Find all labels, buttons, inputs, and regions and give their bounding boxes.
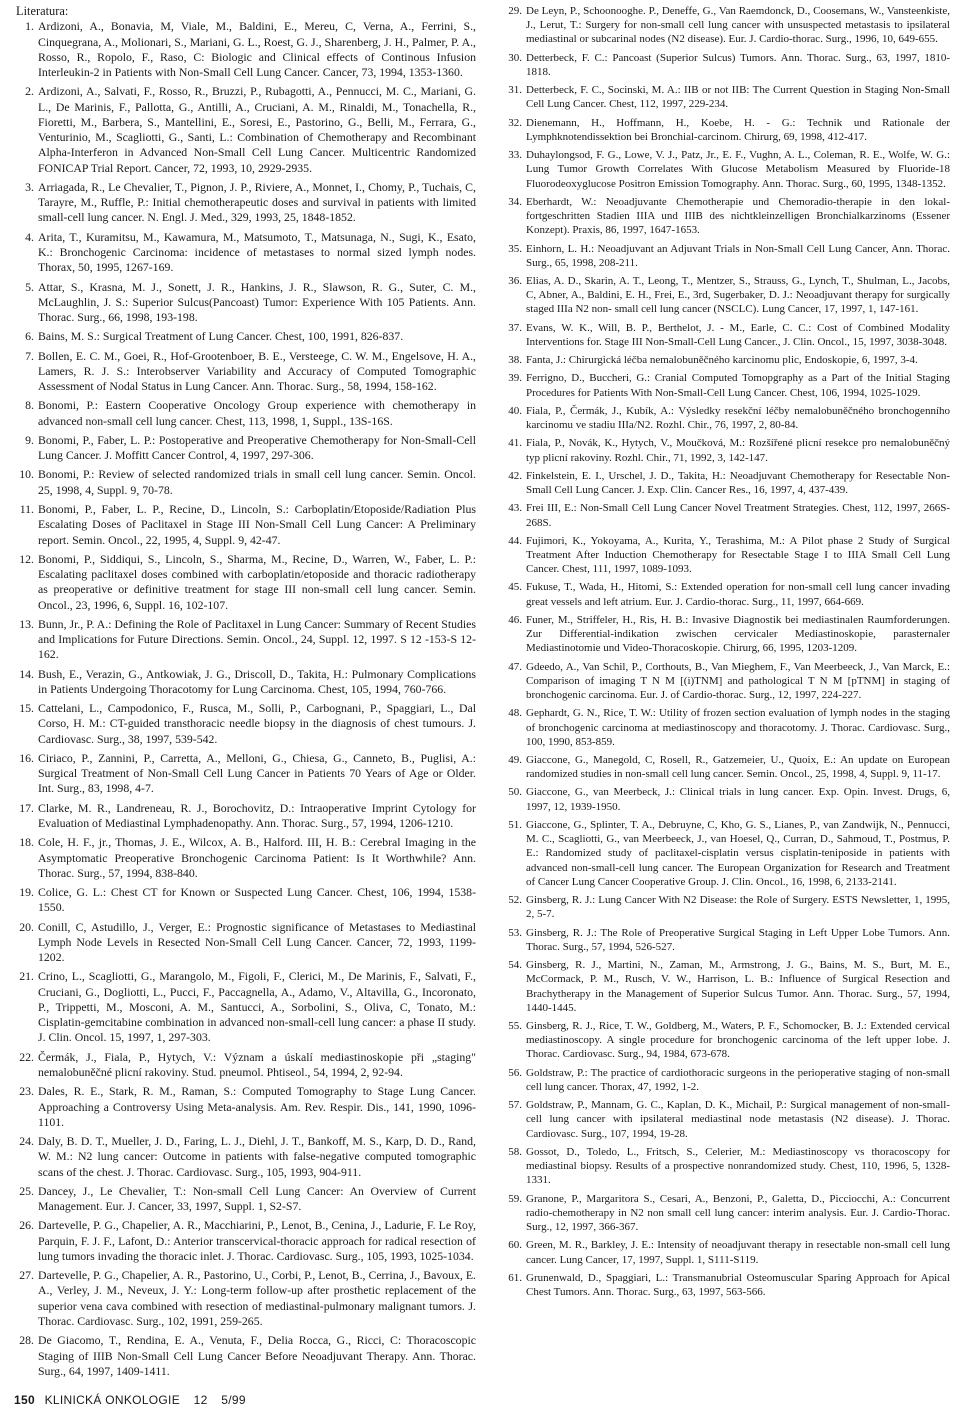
reference-item: [10, 1050, 476, 1081]
reference-item: [10, 280, 476, 326]
reference-number: 54.: [508, 959, 522, 972]
reference-text: Crino, L., Scagliotti, G., Marangolo, M., Figoli, F., Clerici, M., De Marinis, F., Salvati, F., Cruciani, G., Dogliotti, L., Pucci, F., Paccagnella, A., Adamo, V., Altavilla, G., Incoronato, P., Trippetti, M., Mosconi, A. M., Santucci, A., Sorbolini, S., Oliva, C, Tonato, M.: Cisplatin-gemcitabine combination in advanced non-small-cell lung cancer: a phase II study. J. Clin. Oncol. 15, 1997, 1, 297-303.: [38, 969, 476, 1045]
reference-text: Daly, B. D. T., Mueller, J. D., Faring, L. J., Diehl, J. T., Bankoff, M. S., Karp, D. D., Rand, W. M.: N2 lung cancer: Outcome in patients with false-negative computed tomographic scans of the chest. J. Thorac. Cardiovasc. Surg., 105, 1993, 904-911.: [38, 1134, 476, 1179]
reference-text: Eberhardt, W.: Neoadjuvante Chemotherapie und Chemoradio-therapie in den lokal-fortgeschritten Stadien IIIA und IIIB des nichtkleinzelligen Bronchialkarzinoms (Essener Konzept). Praxis, 86, 1997, 1647-1653.: [526, 195, 950, 237]
reference-number: 31.: [508, 84, 522, 97]
reference-number: 12.: [19, 551, 34, 566]
reference-text: Fanta, J.: Chirurgická léčba nemalobuněčného karcinomu plic, Endoskopie, 6, 1997, 3-4.: [526, 354, 918, 367]
reference-text: Bollen, E. C. M., Goei, R., Hof-Grootenboer, B. E., Versteege, C. W. M., Engelsove, H. A., Lamers, R. J. S.: Interobserver Variability and Accuracy of Computed Tomographic Assessment of Nodal Status in Lung Cancer. Ann. Thorac. Surg., 58, 1994, 158-162.: [38, 348, 476, 394]
reference-text: Dartevelle, P. G., Chapelier, A. R., Pastorino, U., Corbi, P., Lenot, B., Cerrina, J., Bavoux, E. A., Verley, J. M., Neveux, J. Y.: Long-term follow-up after prosthetic replacement of the superior vena cava combined with resection of mediastinal-pulmonary malignant tumors. J. Thorac. Cardiovasc. Surg., 102, 1991, 259-265.: [38, 1268, 476, 1328]
reference-item: [498, 613, 950, 656]
reference-number: 9.: [25, 432, 34, 447]
reference-item: [498, 353, 950, 367]
reference-item: [10, 1268, 476, 1329]
reference-number: 3.: [25, 179, 34, 194]
left-column: [10, 4, 476, 1383]
reference-text: Bonomi, P., Siddiqui, S., Lincoln, S., Sharma, M., Recine, D., Warren, W., Faber, L. P.: Escalating paclitaxel doses combined with carboplatin/etoposide and thoracic radiotherapy as preoperative or definitive treatment for stage III non-small cell lung cancer. Semin. Oncol., 23, 1996, 6, Suppl. 16, 102-107.: [38, 551, 476, 612]
reference-number: 35.: [508, 242, 522, 255]
reference-number: 48.: [508, 707, 522, 720]
reference-item: [10, 920, 476, 966]
reference-item: [498, 1145, 950, 1188]
reference-text: Duhaylongsod, F. G., Lowe, V. J., Patz, Jr., E. F., Vughn, A. L., Coleman, R. E., Wolfe, W. G.: Lung Tumor Growth Correlates With Glucose Metabolism Measured by Fluoride-18 Fluorodeoxyglucose Positron Emission Tomography. Ann. Thorac. Surg., 60, 1995, 1348-1352.: [526, 149, 950, 190]
reference-text: Giaccone, G., Splinter, T. A., Debruyne, C, Kho, G. S., Lianes, P., van Zandwijk, N., Pennucci, M. C., Scagliotti, G., van Meerbeeck, J., van Hoesel, Q., Curran, D., Sahmoud, T., Postmus, P. E.: Randomized study of paclitaxel-cisplatin versus cisplatin-teniposide in patients with advanced non-small-cell lung cancer. The European Organization for Research and Treatment of Cancer Lung Cancer Cooperative Group. J. Clin. Oncol., 16, 1998, 6, 2133-2141.: [526, 818, 950, 888]
reference-item: [10, 329, 476, 344]
reference-number: 19.: [19, 885, 34, 900]
reference-item: [498, 51, 950, 79]
reference-number: 53.: [508, 926, 522, 939]
reference-text: De Giacomo, T., Rendina, E. A., Venuta, F., Delia Rocca, G., Ricci, C: Thoracoscopic Staging of IIIB Non-Small Cell Lung Cancer Before Neoadjuvant Therapy. Ann. Thorac. Surg., 64, 1997, 1409-1411.: [38, 1333, 476, 1378]
reference-text: Bunn, Jr., P. A.: Defining the Role of Paclitaxel in Lung Cancer: Summary of Recent Studies and Implications for Future Directions. Semin. Oncol., 24, Suppl. 12, 1997. S 12 -153-S 12-162.: [38, 616, 476, 662]
reference-text: Ardizoni, A., Bonavia, M, Viale, M., Baldini, E., Mereu, C, Verna, A., Ferrini, S., Cinquegrana, A., Molionari, S., Mariani, G. L., Roest, G. J., Sharenberg, J. H., Palmer, P. A., Rosso, R., Ropolo, F., Raso, C: Biologic and Clinical effects of Continous Infusion Interleukin-2 in Patients with Non-Small Cell Lung Cancer. Cancer, 73, 1994, 1353-1360.: [38, 19, 476, 80]
reference-text: Bonomi, P.: Review of selected randomized trials in small cell lung cancer. Semin. Oncol. 25, 1998, 4, Suppl. 9, 70-78.: [38, 467, 476, 497]
reference-text: Gephardt, G. N., Rice, T. W.: Utility of frozen section evaluation of lymph nodes in the staging of bronchogenic carcinoma at mediastinoscopy and thoracotomy. J. Thorac. Cardiovasc. Surg., 100, 1990, 853-859.: [526, 707, 950, 748]
reference-item: [10, 552, 476, 613]
reference-item: [10, 1333, 476, 1379]
reference-item: [10, 230, 476, 276]
reference-number: 44.: [508, 534, 522, 547]
reference-text: Gdeedo, A., Van Schil, P., Corthouts, B., Van Mieghem, F., Van Meerbeeck, J., Van Marck, E.: Comparison of imaging T N M [(i)TNM] and pathological T N M [pTNM] in staging of bronchogenic carcinoma. Eur. J. of Cardio-thorac. Surg., 12, 1997, 224-227.: [526, 660, 950, 702]
reference-item: [10, 969, 476, 1045]
reference-item: [498, 116, 950, 144]
references-heading: Literatura:: [16, 4, 69, 18]
reference-item: [10, 398, 476, 429]
reference-number: 20.: [19, 919, 34, 934]
right-reference-list: [498, 4, 950, 1299]
reference-number: 32.: [508, 116, 522, 129]
reference-item: [498, 274, 950, 317]
reference-item: [498, 1271, 950, 1299]
reference-text: Bush, E., Verazin, G., Antkowiak, J. G., Driscoll, D., Takita, H.: Pulmonary Complications in Patients Undergoing Thoracotomy for Lung Carcinoma. Chest, 105, 1994, 760-766.: [38, 666, 476, 696]
reference-item: [10, 349, 476, 395]
reference-item: [498, 785, 950, 813]
reference-number: 50.: [508, 786, 522, 799]
reference-number: 8.: [25, 398, 34, 413]
reference-number: 42.: [508, 469, 522, 482]
reference-number: 49.: [508, 754, 522, 767]
reference-text: Ginsberg, R. J., Martini, N., Zaman, M., Armstrong, J. G., Bains, M. S., Burt, M. E., McCormack, P. M., Rusch, V. W., Harrison, L. B.: Influence of Surgical Resection and Brachytherapy in the Management of Superior Sulcus Tumor. Ann. Thorac. Surg., 57, 1994, 1440-1445.: [526, 959, 950, 1014]
reference-number: 13.: [19, 616, 34, 631]
reference-text: Dales, R. E., Stark, R. M., Raman, S.: Computed Tomography to Stage Lung Cancer. Approaching a Controversy Using Meta-analysis. Am. Rev. Respir. Dis., 141, 1990, 1096-1101.: [38, 1084, 476, 1129]
reference-text: Granone, P., Margaritora S., Cesari, A., Benzoni, P., Galetta, D., Picciocchi, A.: Concurrent radio-chemotherapy in N2 non small cell lung cancer: interim analysis. Eur. J. Cardio-Thorac. Surg., 12, 1997, 366-367.: [526, 1192, 950, 1234]
reference-text: Bonomi, P., Faber, L. P., Recine, D., Lincoln, S.: Carboplatin/Etoposide/Radiation Plus Escalating Doses of Paclitaxel in Stage III Non-Small Cell Lung Cancer: A Preliminary report. Semin. Oncol., 22, 1995, 4, Suppl. 9, 42-47.: [38, 501, 476, 547]
left-reference-list: [10, 19, 476, 1379]
reference-text: Ferrigno, D., Buccheri, G.: Cranial Computed Tomopgraphy as a Part of the Initial Staging Procedures for Patients With Non-Small-Cell Lung Cancer. Chest, 106, 1994, 1025-1029.: [526, 372, 950, 399]
reference-text: Cattelani, L., Campodonico, F., Rusca, M., Solli, P., Carbognani, P., Spaggiari, L., Dal Corso, H. M.: CT-guided transthoracic needle biopsy in the diagnosis of chest tumours. J. Cardiovasc. Surg., 38, 1997, 539-542.: [38, 701, 476, 746]
reference-item: [10, 701, 476, 747]
reference-number: 57.: [508, 1099, 522, 1112]
reference-item: [10, 1184, 476, 1215]
reference-item: [498, 1238, 950, 1266]
reference-text: Ginsberg, R. J., Rice, T. W., Goldberg, M., Waters, P. F., Schomocker, B. J.: Extended cervical mediastinoscopy. A single procedure for bronchogenic carcinoma of the left upper lobe. J. Thorac. Cardiovasc. Surg., 94, 1984, 673-678.: [526, 1020, 950, 1061]
reference-number: 1.: [25, 19, 34, 34]
reference-text: Dartevelle, P. G., Chapelier, A. R., Macchiarini, P., Lenot, B., Cenina, J., Ladurie, F. Le Roy, Parquin, F. J. F., Lafont, D.: Anterior transcervical-thoracic approach for radical resection of lung tumors invading the thoracic inlet. J. Thorac. Cardiovasc. Surg., 105, 1993, 1025-1034.: [38, 1218, 476, 1263]
reference-item: [498, 148, 950, 191]
reference-number: 58.: [508, 1145, 522, 1158]
reference-item: [10, 467, 476, 498]
reference-item: [498, 1098, 950, 1141]
reference-text: Ginsberg, R. J.: The Role of Preoperative Surgical Staging in Left Upper Lobe Tumors. Ann. Thorac. Surg., 57, 1994, 526-527.: [526, 926, 950, 953]
reference-item: [498, 958, 950, 1015]
reference-text: Bonomi, P., Faber, L. P.: Postoperative and Preoperative Chemotherapy for Non-Small-Cell Lung Cancer. J. Moffitt Cancer Control, 4, 1997, 297-306.: [38, 432, 476, 463]
reference-number: 30.: [508, 51, 522, 64]
reference-text: Elias, A. D., Skarin, A. T., Leong, T., Mentzer, S., Strauss, G., Lynch, T., Shulman, L., Jacobs, C, Abner, A., Baldini, E. H., Frei, E., 3rd, Sugerbaker, D. J.: Neoadjuvant therapy for surgically staged IIIa N2 non- small cell lung cancer (NSCLC). Lung Cancer, 17, 1997, 1, 147-161.: [526, 274, 950, 316]
reference-number: 29.: [508, 5, 522, 17]
reference-item: [498, 469, 950, 497]
reference-number: 55.: [508, 1020, 522, 1032]
reference-number: 36.: [508, 274, 522, 287]
reference-item: [10, 885, 476, 916]
reference-item: [10, 433, 476, 464]
reference-text: Ciriaco, P., Zannini, P., Carretta, A., Melloni, G., Chiesa, G., Canneto, B., Puglisi, A.: Surgical Treatment of Non-Small Cell Lung Cancer in Patients 70 Years of Age or Older. Int. Surg., 83, 1998, 4-7.: [38, 750, 476, 796]
reference-text: Dancey, J., Le Chevalier, T.: Non-small Cell Lung Cancer: An Overview of Current Management. Eur. J. Cancer, 33, 1997, Suppl. 1, S2-S7.: [38, 1183, 476, 1214]
reference-number: 7.: [25, 348, 34, 363]
reference-text: Clarke, M. R., Landreneau, R. J., Borochovitz, D.: Intraoperative Imprint Cytology for Evaluation of Mediastinal Lymphadenopathy. Ann. Thorac. Surg., 57, 1994, 1206-1210.: [38, 800, 476, 831]
reference-number: 27.: [19, 1268, 34, 1283]
reference-item: [498, 404, 950, 432]
reference-number: 25.: [19, 1183, 34, 1198]
page-footer: [14, 1393, 256, 1407]
reference-number: 56.: [508, 1066, 522, 1079]
reference-text: Funer, M., Striffeler, H., Ris, H. B.: Invasive Diagnostik bei mediastinalen Raumforderungen. Zur Differential-indikation zwischen cervicaler Mediastinoskopie, parasternaler Mediastinotomie und Video-Thoracoskopie. Chirurg, 66, 1995, 1203-1209.: [526, 613, 950, 655]
reference-number: 10.: [19, 467, 34, 482]
reference-number: 23.: [19, 1084, 34, 1099]
journal-issue: 5/99: [221, 1393, 246, 1407]
reference-text: Fukuse, T., Wada, H., Hitomi, S.: Extended operation for non-small cell lung cancer invading great vessels and left atrium. Eur. J. Cardio-thorac. Surg., 11, 1997, 664-669.: [526, 581, 950, 608]
reference-item: [498, 580, 950, 608]
reference-item: [10, 19, 476, 80]
reference-number: 4.: [25, 229, 34, 244]
reference-number: 28.: [19, 1333, 34, 1348]
reference-number: 34.: [508, 195, 522, 208]
reference-text: Fiala, P., Čermák, J., Kubík, A.: Výsledky resekční léčby nemalobuněčného bronchogenního karcinomu ve stadiu IIIa/N2. Rozhl. Chir., 76, 1997, 2, 80-84.: [526, 404, 950, 432]
reference-number: 18.: [19, 835, 34, 850]
reference-number: 5.: [25, 279, 34, 294]
reference-text: Frei III, E.: Non-Small Cell Lung Cancer Novel Treatment Strategies. Chest, 112, 1997, 266S-268S.: [526, 502, 950, 529]
reference-number: 16.: [19, 750, 34, 765]
reference-number: 61.: [508, 1271, 522, 1284]
journal-name: KLINICKÁ ONKOLOGIE: [44, 1393, 180, 1407]
reference-number: 2.: [25, 84, 34, 99]
reference-text: Einhorn, L. H.: Neoadjuvant an Adjuvant Trials in Non-Small Cell Lung Cancer, Ann. Thorac. Surg., 65, 1998, 208-211.: [526, 242, 950, 269]
reference-item: [498, 534, 950, 577]
reference-item: [10, 502, 476, 548]
reference-text: Bains, M. S.: Surgical Treatment of Lung Cancer. Chest, 100, 1991, 826-837.: [38, 329, 404, 344]
reference-number: 17.: [19, 800, 34, 815]
reference-item: [498, 818, 950, 889]
reference-number: 59.: [508, 1192, 522, 1205]
reference-number: 38.: [508, 354, 522, 367]
reference-number: 26.: [19, 1218, 34, 1233]
reference-text: Colice, G. L.: Chest CT for Known or Suspected Lung Cancer. Chest, 106, 1994, 1538-1550.: [38, 885, 476, 915]
reference-number: 52.: [508, 894, 522, 907]
reference-number: 22.: [19, 1049, 34, 1064]
reference-item: [498, 660, 950, 703]
reference-text: Fiala, P., Novák, K., Hytych, V., Moučková, M.: Rozšířené plicní resekce pro nemalobuněčný typ plicní rakoviny. Rozhl. Chir., 71, 1992, 3, 142-147.: [526, 437, 950, 464]
reference-number: 40.: [508, 404, 522, 417]
reference-item: [10, 751, 476, 797]
reference-item: [498, 83, 950, 111]
reference-text: Green, M. R., Barkley, J. E.: Intensity of neoadjuvant therapy in resectable non-small cell lung cancer. Lung Cancer, 17, 1997, Suppl. 1, S111-S119.: [526, 1239, 950, 1266]
reference-item: [498, 753, 950, 781]
reference-text: Ardizoni, A., Salvati, F., Rosso, R., Bruzzi, P., Rubagotti, A., Pennucci, M. C., Mariani, G. L., De Marinis, F., Pallotta, G., Antilli, A., Cruciani, A. M., Rinaldi, M., Tonachella, R., Fioretti, M., Barbera, S., Mantellini, E., Soresi, E., Pastorino, G., Belli, M., Ferrara, G., Venturinio, M., Scagliotti, G., Santi, L.: Combination of Chemotherapy and Recombinant Alpha-Interferon in Advanced Non-Small Cell Lung Cancer. Multicentric Randomized FONICAP Trial Report. Cancer, 72, 1993, 10, 2929-2935.: [38, 84, 476, 175]
reference-text: Fujimori, K., Yokoyama, A., Kurita, Y., Terashima, M.: A Pilot phase 2 Study of Surgical Treatment After Induction Chemotherapy for Resectable Stage I to IIIA Small Cell Lung Cancer. Chest, 111, 1997, 1089-1093.: [526, 534, 950, 576]
reference-item: [10, 180, 476, 226]
reference-item: [498, 195, 950, 238]
reference-text: Giaccone, G., van Meerbeck, J.: Clinical trials in lung cancer. Exp. Opin. Invest. Drugs, 6, 1997, 12, 1939-1950.: [526, 786, 950, 813]
reference-text: Bonomi, P.: Eastern Cooperative Oncology Group experience with chemotherapy in advanced non-small cell lung cancer. Chest, 113, 1998, 1, Suppl., 13S-16S.: [38, 398, 476, 428]
reference-item: [498, 436, 950, 464]
right-column: [498, 4, 950, 1303]
reference-text: Arriagada, R., Le Chevalier, T., Pignon, J. P., Riviere, A., Monnet, I., Chomy, P., Tuchais, C, Tarayre, M., Ruffle, P.: Initial chemotherapeutic doses and survival in patients with limited small-cell lung cancer. N. Engl. J. Med., 329, 1993, 25, 1848-1852.: [38, 179, 476, 225]
reference-text: Čermák, J., Fiala, P., Hytych, V.: Význam a úskalí mediastinoskopie při „staging" nemalobuněčné plicní rakoviny. Stud. pneumol. Phtiseol., 54, 1994, 2, 92-94.: [38, 1049, 476, 1079]
reference-number: 14.: [19, 666, 34, 681]
reference-item: [498, 706, 950, 749]
reference-text: De Leyn, P., Schoonooghe. P., Deneffe, G., Van Raemdonck, D., Coosemans, W., Vansteenkiste, J., Lerut, T.: Surgery for non-small cell lung cancer with unsuspected metastasis to ipsilateral mediastinal or subcarinal nodes (N2 disease). Eur. J. Cardio-thorac. Surg., 1996, 10, 649-655.: [526, 5, 950, 46]
reference-text: Arita, T., Kuramitsu, M., Kawamura, M., Matsumoto, T., Matsunaga, N., Sugi, K., Esato, K.: Bronchogenic Carcinoma: incidence of metastases to normal sized lymph nodes. Thorax, 50, 1995, 1267-169.: [38, 229, 476, 275]
reference-number: 37.: [508, 321, 522, 334]
reference-text: Goldstraw, P., Mannam, G. C., Kaplan, D. K., Michail, P.: Surgical management of non-small-cell lung cancer with ipsilateral mediastinal node metastasis (N2 disease). J. Thorac. Cardiovasc. Surg., 107, 1994, 19-28.: [526, 1099, 950, 1140]
reference-text: Evans, W. K., Will, B. P., Berthelot, J. - M., Earle, C. C.: Cost of Combined Modality Interventions for. Stage III Non-Small-Cell Lung Cancer., J. Clin. Oncol., 15, 1997, 3038-3048.: [526, 321, 950, 348]
reference-item: [10, 667, 476, 698]
reference-number: 43.: [508, 502, 522, 515]
reference-item: [10, 1134, 476, 1180]
reference-item: [10, 801, 476, 832]
reference-number: 21.: [19, 969, 34, 984]
reference-number: 39.: [508, 372, 522, 385]
reference-text: Detterbeck, F. C.: Pancoast (Superior Sulcus) Tumors. Ann. Thorac. Surg., 63, 1997, 1810-1818.: [526, 51, 950, 78]
reference-item: [498, 926, 950, 954]
reference-number: 51.: [508, 818, 522, 831]
reference-item: [498, 1192, 950, 1235]
reference-item: [498, 1066, 950, 1094]
reference-number: 45.: [508, 581, 522, 594]
reference-number: 15.: [19, 701, 34, 716]
journal-volume: 12: [193, 1393, 208, 1407]
reference-text: Attar, S., Krasna, M. J., Sonett, J. R., Hankins, J. R., Slawson, R. G., Suter, C. M., McLaughlin, J. S.: Superior Sulcus(Pancoast) Tumor: Experience With 105 Patients. Ann. Thorac. Surg., 66, 1998, 193-198.: [38, 279, 476, 325]
reference-item: [498, 321, 950, 349]
reference-text: Cole, H. F., jr., Thomas, J. E., Wilcox, A. B., Halford. III, H. B.: Cerebral Imaging in the Asymptomatic Preoperative Bronchogenic Carcinoma Patient: Is It Worthwhile? Ann. Thorac. Surg., 57, 1994, 838-840.: [38, 835, 476, 880]
page-number: 150: [14, 1393, 35, 1407]
reference-item: [10, 617, 476, 663]
reference-item: [10, 84, 476, 176]
reference-text: Giaccone, G., Manegold, C, Rosell, R., Gatzemeier, U., Quoix, E.: An update on European randomized studies in non-small cell lung cancer. Semin. Oncol., 25, 1998, 4, Suppl. 9, 11-17.: [526, 754, 950, 781]
reference-item: [10, 835, 476, 881]
reference-item: [10, 1218, 476, 1264]
reference-number: 41.: [508, 437, 522, 450]
reference-item: [498, 371, 950, 399]
reference-text: Detterbeck, F. C., Socinski, M. A.: IIB or not IIB: The Current Question in Staging Non-Small Cell Lung Cancer. Chest, 112, 1997, 229-234.: [526, 84, 950, 111]
reference-item: [10, 1084, 476, 1130]
reference-number: 11.: [19, 501, 34, 516]
reference-item: [498, 1019, 950, 1062]
reference-text: Gossot, D., Toledo, L., Fritsch, S., Celerier, M.: Mediastinoscopy vs thoracoscopy for mediastinal biopsy. Results of a prospective nonrandomized study. Chest, 110, 1996, 5, 1328-1331.: [526, 1145, 950, 1187]
reference-text: Conill, C, Astudillo, J., Verger, E.: Prognostic significance of Metastases to Mediastinal Lymph Node Levels in Resected Non-Small Cell Lung Cancer. Cancer, 72, 1993, 1199-1202.: [38, 919, 476, 965]
reference-text: Goldstraw, P.: The practice of cardiothoracic surgeons in the perioperative staging of non-small cell lung cancer. Thorax, 47, 1992, 1-2.: [526, 1066, 950, 1093]
reference-number: 33.: [508, 149, 522, 162]
reference-item: [498, 4, 950, 47]
reference-number: 47.: [508, 660, 522, 673]
reference-item: [498, 501, 950, 529]
reference-number: 6.: [25, 329, 34, 344]
reference-text: Dienemann, H., Hoffmann, H., Koebe, H. - G.: Technik und Rationale der Lymphknotendissektion bei Bronchial-carcinom. Chirurg, 69, 1998, 412-417.: [526, 116, 950, 143]
reference-text: Finkelstein, E. I., Urschel, J. D., Takita, H.: Neoadjuvant Chemotherapy for Resectable Non-Small Cell Lung Cancer. J. Exp. Clin. Cancer Res., 16, 1997, 4, 437-439.: [526, 469, 950, 497]
reference-item: [498, 242, 950, 270]
reference-text: Grunenwald, D., Spaggiari, L.: Transmanubrial Osteomuscular Sparing Approach for Apical Chest Tumors. Ann. Thorac. Surg., 63, 1997, 563-566.: [526, 1271, 950, 1298]
reference-text: Ginsberg, R. J.: Lung Cancer With N2 Disease: the Role of Surgery. ESTS Newsletter, 1, 1995, 2, 5-7.: [526, 894, 950, 921]
reference-number: 60.: [508, 1239, 522, 1252]
reference-number: 46.: [508, 613, 522, 626]
reference-number: 24.: [19, 1134, 34, 1149]
reference-item: [498, 893, 950, 921]
